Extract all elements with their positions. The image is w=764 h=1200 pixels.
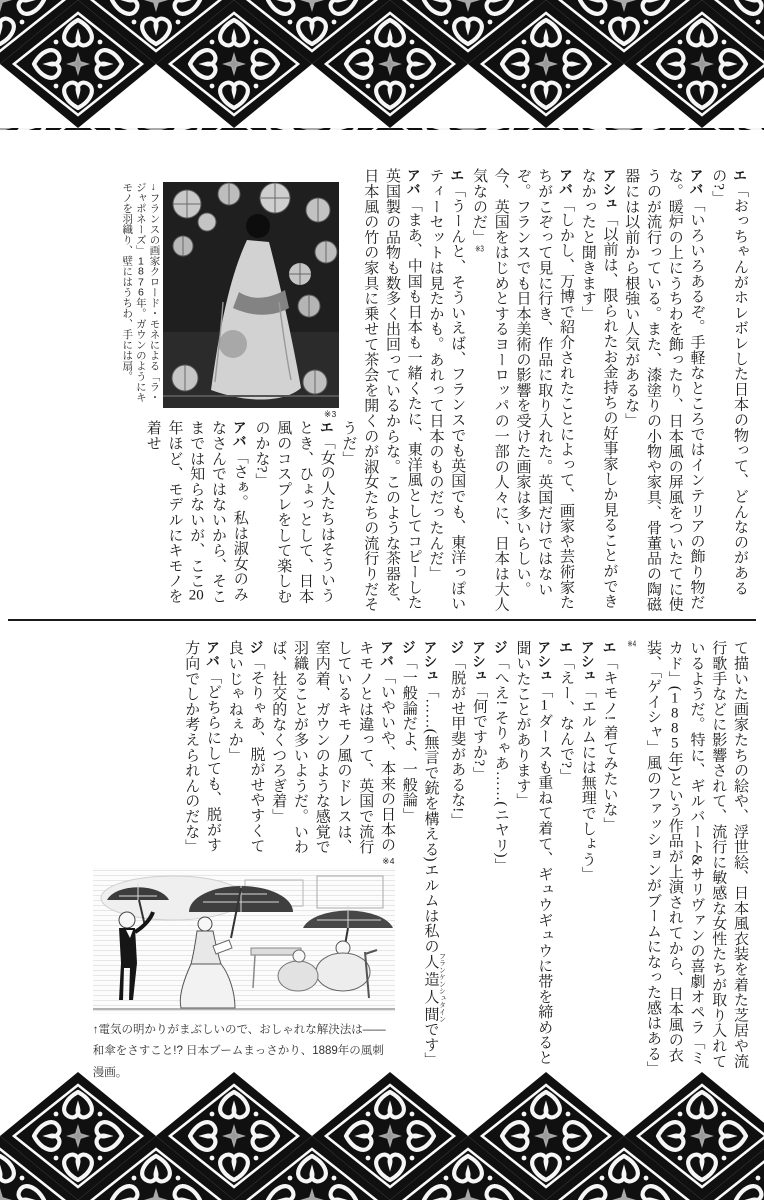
dialogue-line <box>576 640 598 1072</box>
caricature-illustration <box>93 868 395 1014</box>
dialogue-section-top <box>117 168 751 614</box>
dialogue-line <box>467 640 489 1072</box>
dialogue-text: 「脱がせ甲斐があるな!」 <box>449 654 466 828</box>
dialogue-text: 「しかし、万博で紹介されたことによって、画家や芸術家たちがこぞって見に行き、作品に取り入れた。英国だけではないぞ。フランスでも日本美術の影響を受けた画家は多いらしい。今、英国をはじめとするヨーロッパの一部の人々に、日本は大人気なのだ」 <box>471 168 574 612</box>
dialogue-text: 「さぁ。私は淑女のみなさんではないから、そこまでは知らないが、ここ20年ほど、モデルにキモノを着せ <box>144 420 248 604</box>
la-japonaise-illustration <box>163 182 339 408</box>
speaker-name: アバ <box>688 168 705 197</box>
dialogue-text: 「何ですか?」 <box>471 682 487 782</box>
speaker-name: ジ <box>248 640 265 655</box>
figure-caption-bottom: ↑電気の明かりがまぶしいので、おしゃれな解決法は――和傘をさすこと!? 日本ブームまっさかり、1889年の風刺漫画。 <box>92 1024 386 1079</box>
dialogue-text: たちの流行りだそうだ」 <box>340 420 379 612</box>
dialogue-line <box>576 168 620 614</box>
speaker-name: アバ <box>231 420 248 449</box>
dialogue-line <box>397 640 419 1072</box>
dialogue-text: 「おっちゃんがホレボレした日本の物って、どんなのがあるの?」 <box>710 168 748 596</box>
speaker-name: アバ <box>205 640 221 669</box>
dialogue-line <box>554 640 576 1072</box>
speaker-name: エ <box>318 420 335 435</box>
dialogue-text: 「キモノ! 着てみたいな」 <box>601 654 618 832</box>
speaker-name: アシュ <box>601 168 618 211</box>
speaker-name: アシュ <box>579 640 596 683</box>
dialogue-line <box>598 640 620 1072</box>
dialogue-text: 「えー、なんで?」 <box>558 654 574 784</box>
footnote-marker: ※4 <box>627 640 637 648</box>
dialogue-text: 「女の人たちはそういうとき、ひょっとして、日本風のコスプレをして楽しむのかな?」 <box>253 420 335 604</box>
speaker-name: アバ <box>379 640 395 669</box>
dialogue-line <box>467 168 576 614</box>
speaker-name: アバ <box>558 168 574 197</box>
dialogue-text: 「以前は、限られたお金持ちの好事家しか見ることができなかったと聞きます」 <box>579 168 618 609</box>
speaker-name: アシュ <box>536 640 553 683</box>
dialogue-text: 「そりゃあ、脱がせやすくて良いじゃねぇか」 <box>226 640 265 854</box>
dialogue-text: です」 <box>422 1021 439 1068</box>
speaker-name: エ <box>449 168 466 183</box>
figure-ref-label: ※4 <box>382 856 395 866</box>
speaker-name: ジ <box>400 640 417 655</box>
ruby-annotation <box>422 952 446 1023</box>
dialogue-text: 「へえ! そりゃあ……(ニヤリ)」 <box>492 654 509 874</box>
dialogue-text: 「エルムには無理でしょう」 <box>579 682 596 882</box>
speaker-name: ジ <box>449 640 466 655</box>
ruby-text: フランケンシュタイン <box>438 952 446 1023</box>
speaker-name: エ <box>732 168 748 183</box>
dialogue-line <box>489 640 511 1072</box>
ruby-base: 人造人間 <box>422 952 439 1023</box>
dialogue-line <box>707 168 751 614</box>
dialogue-text: 「まあ、中国も日本も一緒くたに、東洋風としてコピーした英国製の品物も数多く出回っているからな。このような茶器を、日本風の竹の家具に乗せて茶会を開くのが淑女 <box>362 168 422 612</box>
dialogue-text: 「……(無言で銃を構える)エルムは私の <box>422 682 439 954</box>
dialogue-line <box>620 640 751 1077</box>
dialogue-text: 「いやいや、本来の日本のキモノとは違って、英国で流行しているキモノ風のドレスは、室内着、ガウンのような感覚で羽織ることが多いようだ。いわば、社交的なくつろぎ着」 <box>270 640 395 855</box>
dialogue-section-bottom <box>87 640 750 1079</box>
dialogue-text: 「どちらにしても、脱がす方向でしか考えられんのだな」 <box>183 640 221 855</box>
dialogue-line <box>424 168 468 614</box>
dialogue-line <box>620 168 707 614</box>
dialogue-text: て描いた画家たちの絵や、浮世絵、日本風衣装を着た芝居や流行歌手などに影響されて、流行に敏感な女性たちが取り入れているようだ。特に、ギルバート&サリヴァンの喜劇オペラ「ミカド」(1885年)という作品が上演されてから、日本風の衣装、「ゲイシャ」風のファッションがブームになった感はある」 <box>645 640 748 1077</box>
speaker-name: アバ <box>405 168 422 197</box>
arabesque-diamond-border-bottom <box>0 1072 764 1200</box>
speaker-name: エ <box>601 640 618 655</box>
dialogue-line <box>511 640 555 1072</box>
dialogue-line <box>419 640 446 1072</box>
dialogue-line <box>446 640 468 1072</box>
speaker-name: アシュ <box>422 640 439 683</box>
section-divider <box>8 619 756 621</box>
figure-1889-caricature <box>92 856 395 1079</box>
speaker-name: エ <box>558 640 574 655</box>
dialogue-text: 「一般論だよ、一般論」 <box>400 654 417 823</box>
arabesque-diamond-border-top <box>0 0 764 130</box>
figure-ref-label: ※3 <box>324 408 337 419</box>
footnote-marker: ※3 <box>475 244 484 253</box>
dialogue-text: 「いろいろあるぞ。手軽なところではインテリアの飾り物だな。暖炉の上にうちわを飾ったり、日本風の屏風をついたてに使うのが流行っている。また、漆塗りの小物や家具、骨董品の陶磁器には以前から根強い人気があるな」 <box>623 168 705 612</box>
dialogue-text: 「1ダースも重ねて着て、ギュウギュウに帯を締めると聞いたことがあります」 <box>514 640 553 1066</box>
speaker-name: ジ <box>492 640 509 655</box>
speaker-name: アシュ <box>471 640 487 683</box>
dialogue-text: 「うーんと、そういえば、フランスでも英国でも、東洋っぽいティーセットは見たかも。あれって日本のものだったんだ」 <box>427 168 466 611</box>
figure-la-japonaise <box>121 182 339 419</box>
figure-caption-top: →フランスの画家クロード・モネによる「ラ・ジャポネーズ」1876年。ガウンのようにキモノを羽織り、壁にはうちわ、手には扇。 <box>121 182 161 403</box>
